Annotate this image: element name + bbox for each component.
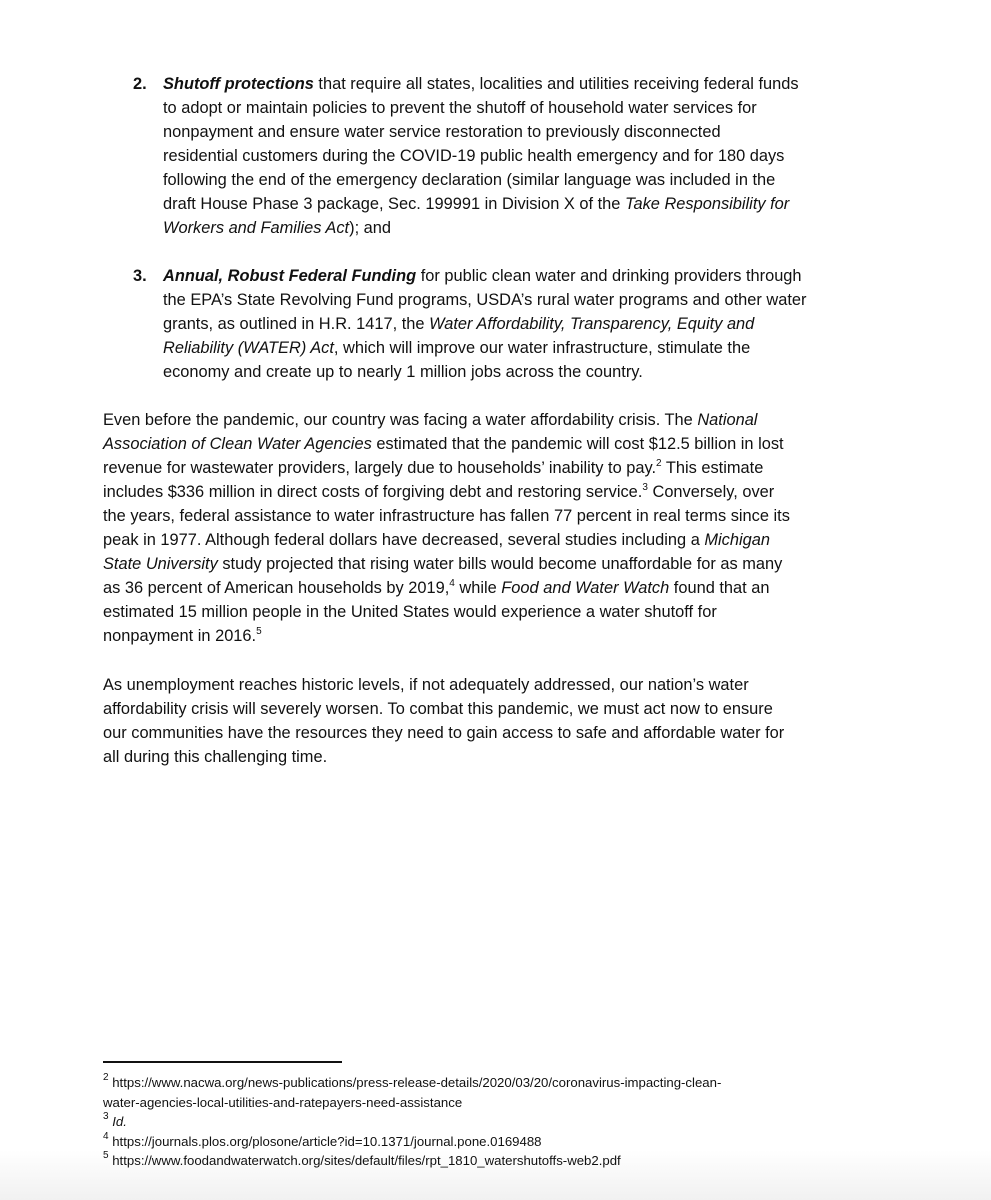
text-line: [103, 576, 770, 600]
text-run: all during this challenging time.: [103, 748, 328, 766]
footnote-marker: 2: [656, 458, 662, 469]
text-run: Even before the pandemic, our country was facing a water affordability crisis. The: [103, 411, 698, 429]
emphasis-text: Annual, Robust Federal Funding: [163, 267, 417, 285]
text-line: [103, 504, 790, 528]
emphasis-text: Association of Clean Water Agencies: [103, 435, 372, 453]
text-line: [103, 600, 717, 624]
text-run: residential customers during the COVID-19 public health emergency and for 180 days: [163, 147, 785, 165]
text-line: [103, 624, 262, 648]
text-run: nonpayment in 2016.: [103, 627, 257, 645]
text-line: [163, 360, 643, 384]
text-line: [163, 72, 799, 96]
text-run: peak in 1977. Although federal dollars have decreased, several studies including a: [103, 531, 705, 549]
footnote-marker: 2: [103, 1072, 109, 1083]
text-line: [103, 721, 784, 745]
text-line: [163, 264, 802, 288]
text-run: the years, federal assistance to water infrastructure has fallen 77 percent in real terms since its: [103, 507, 790, 525]
text-line: [163, 120, 721, 144]
text-run: includes $336 million in direct costs of forgiving debt and restoring service.: [103, 483, 643, 501]
footnote-marker: 4: [449, 578, 455, 589]
text-line: [163, 192, 789, 216]
text-line: [103, 697, 773, 721]
text-line: [163, 96, 757, 120]
text-line: [103, 1132, 542, 1152]
text-run: economy and create up to nearly 1 million jobs across the country.: [163, 363, 643, 381]
emphasis-text: Water Affordability, Transparency, Equity and: [429, 315, 755, 333]
text-run: Conversely, over: [647, 483, 775, 501]
text-run: ); and: [349, 219, 392, 237]
emphasis-text: Take Responsibility for: [624, 195, 790, 213]
text-run: affordability crisis will severely worsen. To combat this pandemic, we must act now to ensure: [103, 700, 773, 718]
text-run: for public clean water and drinking providers through: [416, 267, 802, 285]
text-run: the EPA’s State Revolving Fund programs, USDA’s rural water programs and other water: [163, 291, 807, 309]
text-line: [103, 408, 757, 432]
footnote-marker: 4: [103, 1130, 109, 1142]
footnote-marker: 5: [256, 626, 262, 637]
text-line: [103, 456, 763, 480]
text-line: [163, 336, 750, 360]
emphasis-text: Reliability (WATER) Act: [163, 339, 334, 357]
text-run: , which will improve our water infrastructure, stimulate the: [333, 339, 751, 357]
footnote-marker: 3: [642, 482, 648, 493]
text-run: nonpayment and ensure water service restoration to previously disconnected: [163, 123, 721, 141]
emphasis-text: State University: [103, 555, 218, 573]
text-run: found that an: [669, 579, 770, 597]
text-line: [103, 673, 749, 697]
text-run: as 36 percent of American households by 2019,: [103, 579, 450, 597]
footnote-marker: 3: [103, 1111, 109, 1122]
emphasis-text: Id.: [112, 1114, 127, 1129]
text-run: water-agencies-local-utilities-and-ratepayers-need-assistance: [103, 1094, 463, 1110]
text-run: estimated 15 million people in the United States would experience a water shutoff for: [103, 603, 717, 621]
text-run: grants, as outlined in H.R. 1417, the: [163, 315, 430, 333]
emphasis-text: National: [697, 411, 758, 429]
text-run: to adopt or maintain policies to prevent the shutoff of household water services for: [163, 99, 757, 117]
text-run: https://www.foodandwaterwatch.org/sites/default/files/rpt_1810_watershutoffs-web2.pdf: [108, 1153, 621, 1168]
text-run: our communities have the resources they need to gain access to safe and affordable water for: [103, 724, 785, 742]
text-line: [103, 1112, 127, 1132]
text-line: [103, 1073, 721, 1093]
text-line: [103, 1151, 621, 1171]
text-run: revenue for wastewater providers, largely due to households’ inability to pay.: [103, 459, 657, 477]
text-line: [103, 745, 327, 769]
text-line: [103, 1093, 462, 1113]
text-run: following the end of the emergency declaration (similar language was included in the: [163, 171, 776, 189]
emphasis-text: Workers and Families Act: [163, 219, 350, 237]
emphasis-text: Michigan: [704, 531, 770, 549]
text-run: while: [454, 579, 502, 597]
list-number: 3.: [133, 267, 147, 285]
text-line: [163, 312, 754, 336]
list-number: 2.: [133, 75, 147, 93]
text-line: [163, 288, 806, 312]
footnote-marker: 5: [103, 1150, 109, 1161]
text-run: As unemployment reaches historic levels, if not adequately addressed, our nation’s water: [103, 676, 749, 694]
text-line: [103, 480, 774, 504]
text-run: https://journals.plos.org/plosone/article?id=10.1371/journal.pone.0169488: [108, 1133, 542, 1149]
text-run: study projected that rising water bills would become unaffordable for as many: [217, 555, 783, 573]
text-line: [163, 168, 775, 192]
text-run: https://www.nacwa.org/news-publications/press-release-details/2020/03/20/coronavirus-impacting-clean-: [108, 1075, 722, 1090]
emphasis-text: Shutoff protections: [163, 75, 314, 93]
text-run: estimated that the pandemic will cost $12.5 billion in lost: [371, 435, 784, 453]
text-run: draft House Phase 3 package, Sec. 199991 in Division X of the: [163, 195, 625, 213]
text-line: [103, 432, 784, 456]
text-line: [163, 216, 391, 240]
emphasis-text: Food and Water Watch: [501, 579, 670, 597]
text-line: [163, 144, 784, 168]
text-line: [103, 528, 770, 552]
footnote-divider: [103, 1061, 342, 1063]
text-line: [103, 552, 782, 576]
text-run: that require all states, localities and utilities receiving federal funds: [313, 75, 799, 93]
text-run: This estimate: [661, 459, 764, 477]
